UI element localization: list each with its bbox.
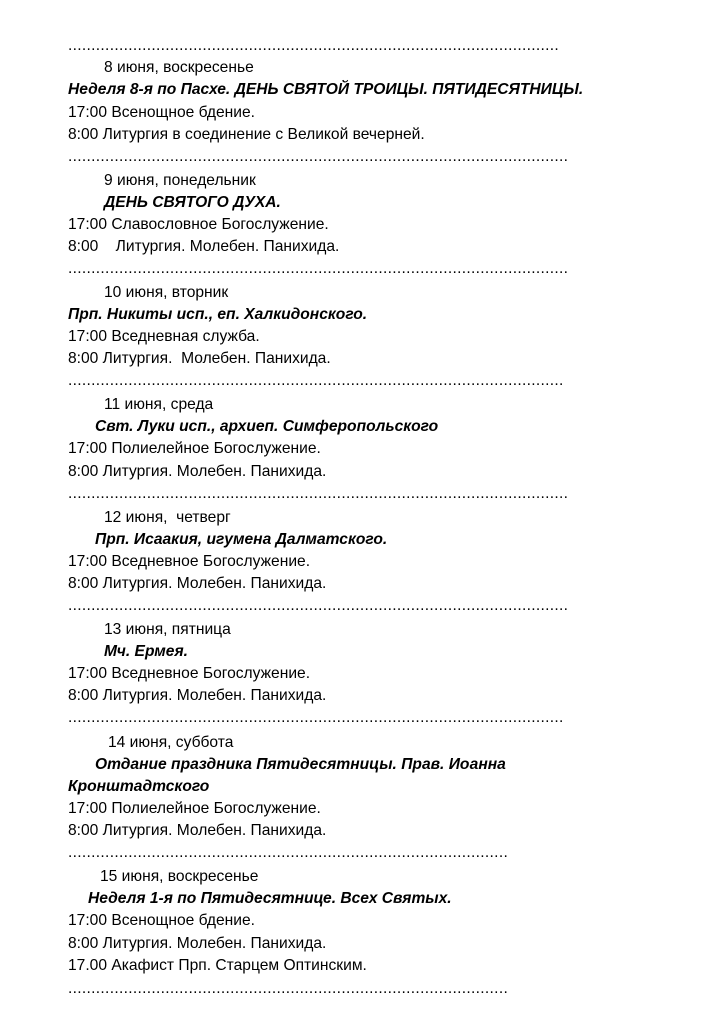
service-line: 8:00 Литургия в соединение с Великой вечерней.	[68, 126, 425, 143]
day-date: 15 июня, воскресенье	[100, 868, 259, 885]
day-date: 10 июня, вторник	[104, 284, 229, 301]
service-line: 8:00 Литургия. Молебен. Панихида.	[68, 463, 327, 480]
service-line: 17:00 Всенощное бдение.	[68, 912, 255, 929]
service-line: 8:00 Литургия. Молебен. Панихида.	[68, 350, 331, 367]
service-line: 17:00 Вседневное Богослужение.	[68, 665, 311, 682]
separator: ..........................................................................................................	[68, 37, 560, 54]
day-date: 12 июня, четверг	[104, 509, 231, 526]
service-line: 17:00 Полиелейное Богослужение.	[68, 800, 321, 817]
separator: ............................................................................................................	[68, 148, 569, 165]
separator: ...........................................................................................................	[68, 709, 564, 726]
day-feast: ДЕНЬ СВЯТОГО ДУХА.	[104, 194, 281, 211]
day-feast: Неделя 8-я по Пасхе. ДЕНЬ СВЯТОЙ ТРОИЦЫ. ПЯТИДЕСЯТНИЦЫ.	[68, 81, 584, 98]
service-line: 8:00 Литургия. Молебен. Панихида.	[68, 687, 327, 704]
service-line: 8:00 Литургия. Молебен. Панихида.	[68, 935, 327, 952]
day-feast: Свт. Луки исп., архиеп. Симферопольского	[95, 418, 439, 435]
day-feast: Неделя 1-я по Пятидесятнице. Всех Святых.	[88, 890, 452, 907]
day-feast: Прп. Исаакия, игумена Далматского.	[95, 531, 388, 548]
day-feast-continued: Кронштадтского	[68, 778, 210, 795]
separator: ...............................................................................................	[68, 844, 509, 861]
day-date: 14 июня, суббота	[108, 734, 234, 751]
service-line: 17:00 Славословное Богослужение.	[68, 216, 329, 233]
day-feast: Отдание праздника Пятидесятницы. Прав. Иоанна	[95, 756, 506, 773]
service-line: 17:00 Полиелейное Богослужение.	[68, 440, 321, 457]
separator: ...............................................................................................	[68, 980, 509, 997]
separator: ............................................................................................................	[68, 485, 569, 502]
day-feast: Прп. Никиты исп., еп. Халкидонского.	[68, 306, 368, 323]
service-line: 8:00 Литургия. Молебен. Панихида.	[68, 238, 340, 255]
day-date: 8 июня, воскресенье	[104, 59, 254, 76]
service-line: 17:00 Вседневное Богослужение.	[68, 553, 311, 570]
separator: ............................................................................................................	[68, 597, 569, 614]
separator: ...........................................................................................................	[68, 372, 564, 389]
service-line: 17.00 Акафист Прп. Старцем Оптинским.	[68, 957, 367, 974]
day-date: 9 июня, понедельник	[104, 172, 256, 189]
service-line: 17:00 Всенощное бдение.	[68, 104, 255, 121]
service-line: 8:00 Литургия. Молебен. Панихида.	[68, 822, 327, 839]
separator: ............................................................................................................	[68, 260, 569, 277]
service-line: 8:00 Литургия. Молебен. Панихида.	[68, 575, 327, 592]
service-line: 17:00 Вседневная служба.	[68, 328, 260, 345]
day-date: 11 июня, среда	[104, 396, 214, 413]
day-date: 13 июня, пятница	[104, 621, 231, 638]
day-feast: Мч. Ермея.	[104, 643, 188, 660]
